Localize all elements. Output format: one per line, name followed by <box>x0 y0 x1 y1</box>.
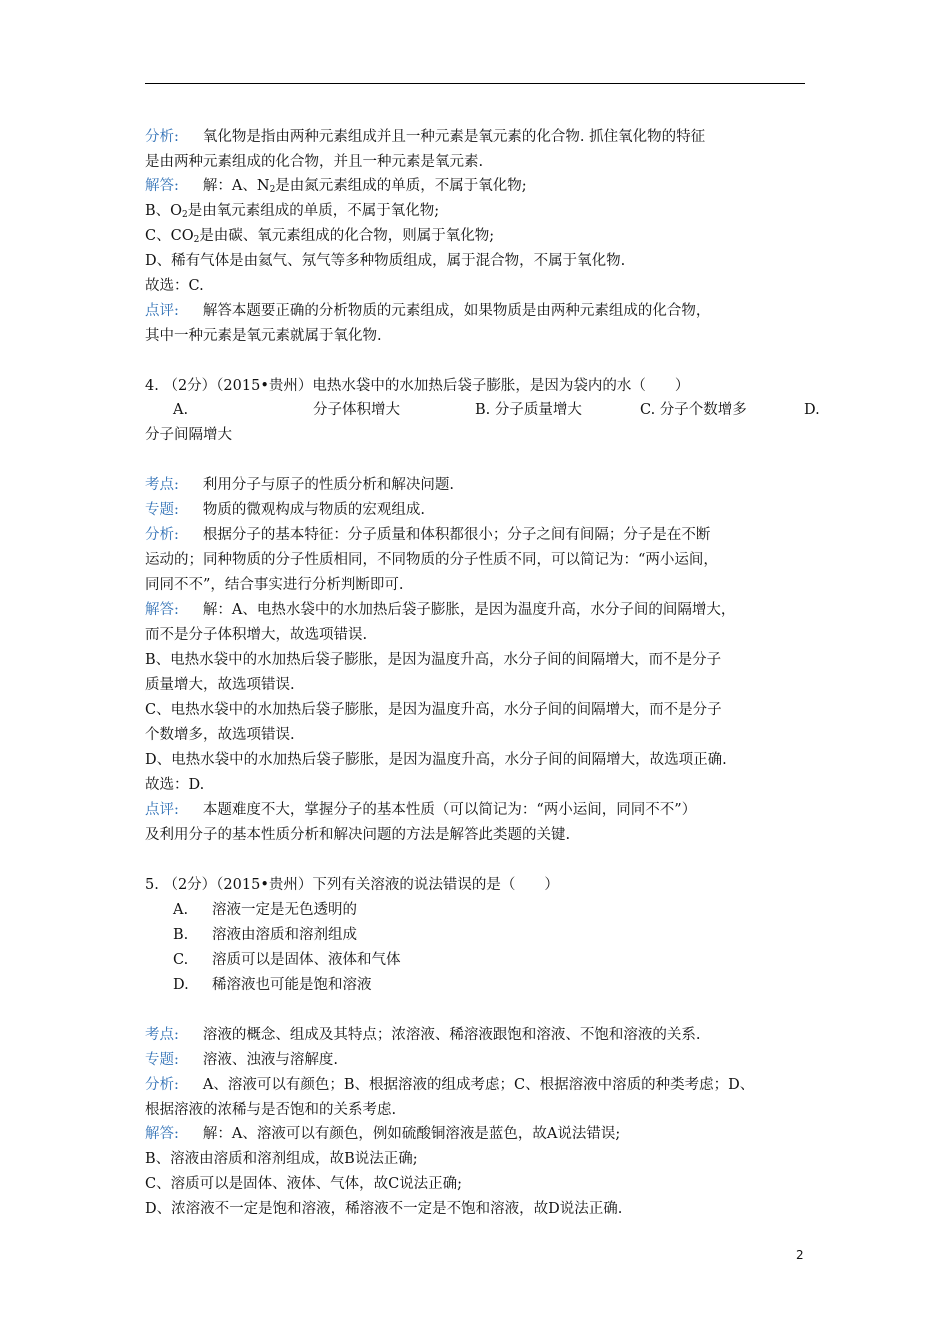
analysis-label: 分析: <box>145 527 179 543</box>
analysis-label: 分析: <box>145 129 179 145</box>
q4-answer-line-4: 质量增大，故选项错误. <box>145 677 295 693</box>
q5-answer-line-2: B、溶液由溶质和溶剂组成，故B说法正确; <box>145 1151 418 1167</box>
q3-answer-line-d: D、稀有气体是由氦气、氖气等多种物质组成，属于混合物，不属于氧化物. <box>145 253 626 269</box>
header-rule <box>145 83 805 84</box>
answer-label: 解答: <box>145 1126 179 1142</box>
q3-comment-line-1: 点评: 解答本题要正确的分析物质的元素组成，如果物质是由两种元素组成的化合物， <box>145 303 711 319</box>
q5-analysis-line-1: 分析: A、溶液可以有颜色；B、根据溶液的组成考虑；C、根据溶液中溶质的种类考虑；D、 <box>145 1077 755 1093</box>
q5-answer-line-1: 解答: 解：A、溶液可以有颜色，例如硫酸铜溶液是蓝色，故A说法错误; <box>145 1126 621 1142</box>
q5-option-a: 溶液一定是无色透明的 <box>212 902 357 918</box>
answer-label: 解答: <box>145 178 179 194</box>
q4-kaodian: 考点: 利用分子与原子的性质分析和解决问题. <box>145 477 454 493</box>
q5-option-c: 溶质可以是固体、液体和气体 <box>212 952 401 968</box>
q3-comment-line-2: 其中一种元素是氧元素就属于氧化物. <box>145 328 382 344</box>
q5-zhuanti: 专题: 溶液、浊液与溶解度. <box>145 1052 338 1068</box>
q4-answer-line-7: D、电热水袋中的水加热后袋子膨胀，是因为温度升高，水分子间的间隔增大，故选项正确. <box>145 752 727 768</box>
q3-analysis-line-1: 分析: 氧化物是指由两种元素组成并且一种元素是氧元素的化合物. 抓住氧化物的特征 <box>145 129 706 145</box>
q4-answer-line-2: 而不是分子体积增大，故选项错误. <box>145 627 368 643</box>
q4-comment-line-1: 点评: 本题难度不大，掌握分子的基本性质（可以简记为：“两小运间，同同不不”） <box>145 802 697 818</box>
q4-option-a-letter: A. <box>173 402 189 418</box>
page-number: 2 <box>796 1248 804 1262</box>
q5-option-c-letter: C. <box>173 952 189 968</box>
comment-label: 点评: <box>145 303 179 319</box>
q5-option-b: 溶液由溶质和溶剂组成 <box>212 927 357 943</box>
q5-option-a-letter: A. <box>173 902 189 918</box>
kaodian-label: 考点: <box>145 477 179 493</box>
q4-answer-line-1: 解答: 解：A、电热水袋中的水加热后袋子膨胀，是因为温度升高，水分子间的间隔增大， <box>145 602 736 618</box>
q5-stem: 5. （2分）（2015•贵州）下列有关溶液的说法错误的是（ ） <box>145 877 559 893</box>
q4-comment-line-2: 及利用分子的基本性质分析和解决问题的方法是解答此类题的关键. <box>145 827 571 843</box>
q4-answer-line-3: B、电热水袋中的水加热后袋子膨胀，是因为温度升高，水分子间的间隔增大，而不是分子 <box>145 652 722 668</box>
q4-option-b: B. 分子质量增大 <box>475 402 582 418</box>
zhuanti-label: 专题: <box>145 502 179 518</box>
answer-label: 解答: <box>145 602 179 618</box>
zhuanti-label: 专题: <box>145 1052 179 1068</box>
q4-option-d-letter: D. <box>804 402 820 418</box>
q4-answer-line-5: C、电热水袋中的水加热后袋子膨胀，是因为温度升高，水分子间的间隔增大，而不是分子 <box>145 702 722 718</box>
q3-analysis-line-2: 是由两种元素组成的化合物，并且一种元素是氧元素. <box>145 154 484 170</box>
q3-answer-line-1: 解答: 解：A、$N_2$是由氮元素组成的单质，不属于氧化物; <box>145 178 527 195</box>
q5-answer-line-3: C、溶质可以是固体、液体、气体，故C说法正确; <box>145 1176 463 1192</box>
q5-option-b-letter: B. <box>173 927 189 943</box>
q4-analysis-line-3: 同同不不”，结合事实进行分析判断即可. <box>145 577 404 593</box>
q5-kaodian: 考点: 溶液的概念、组成及其特点；浓溶液、稀溶液跟饱和溶液、不饱和溶液的关系. <box>145 1027 701 1043</box>
q3-choice: 故选：C. <box>145 278 204 294</box>
comment-label: 点评: <box>145 802 179 818</box>
q5-analysis-line-2: 根据溶液的浓稀与是否饱和的关系考虑. <box>145 1102 397 1118</box>
kaodian-label: 考点: <box>145 1027 179 1043</box>
q4-option-c: C. 分子个数增多 <box>640 402 747 418</box>
q5-option-d-letter: D. <box>173 977 189 993</box>
q4-analysis-line-1: 分析: 根据分子的基本特征：分子质量和体积都很小；分子之间有间隔；分子是在不断 <box>145 527 711 543</box>
q3-answer-line-c: C、$CO_2$是由碳、氧元素组成的化合物，则属于氧化物; <box>145 228 495 245</box>
analysis-label: 分析: <box>145 1077 179 1093</box>
q4-choice: 故选：D. <box>145 777 205 793</box>
q3-answer-line-b: B、$O_2$是由氧元素组成的单质，不属于氧化物; <box>145 203 440 220</box>
q5-option-d: 稀溶液也可能是饱和溶液 <box>212 977 372 993</box>
q4-answer-line-6: 个数增多，故选项错误. <box>145 727 295 743</box>
q4-option-d: 分子间隔增大 <box>145 427 232 443</box>
q4-analysis-line-2: 运动的；同种物质的分子性质相同，不同物质的分子性质不同，可以简记为：“两小运间， <box>145 552 718 568</box>
q4-zhuanti: 专题: 物质的微观构成与物质的宏观组成. <box>145 502 425 518</box>
q4-option-a: 分子体积增大 <box>313 402 400 418</box>
q4-stem: 4. （2分）（2015•贵州）电热水袋中的水加热后袋子膨胀，是因为袋内的水（ ） <box>145 378 690 394</box>
q5-answer-line-4: D、浓溶液不一定是饱和溶液，稀溶液不一定是不饱和溶液，故D说法正确. <box>145 1201 623 1217</box>
